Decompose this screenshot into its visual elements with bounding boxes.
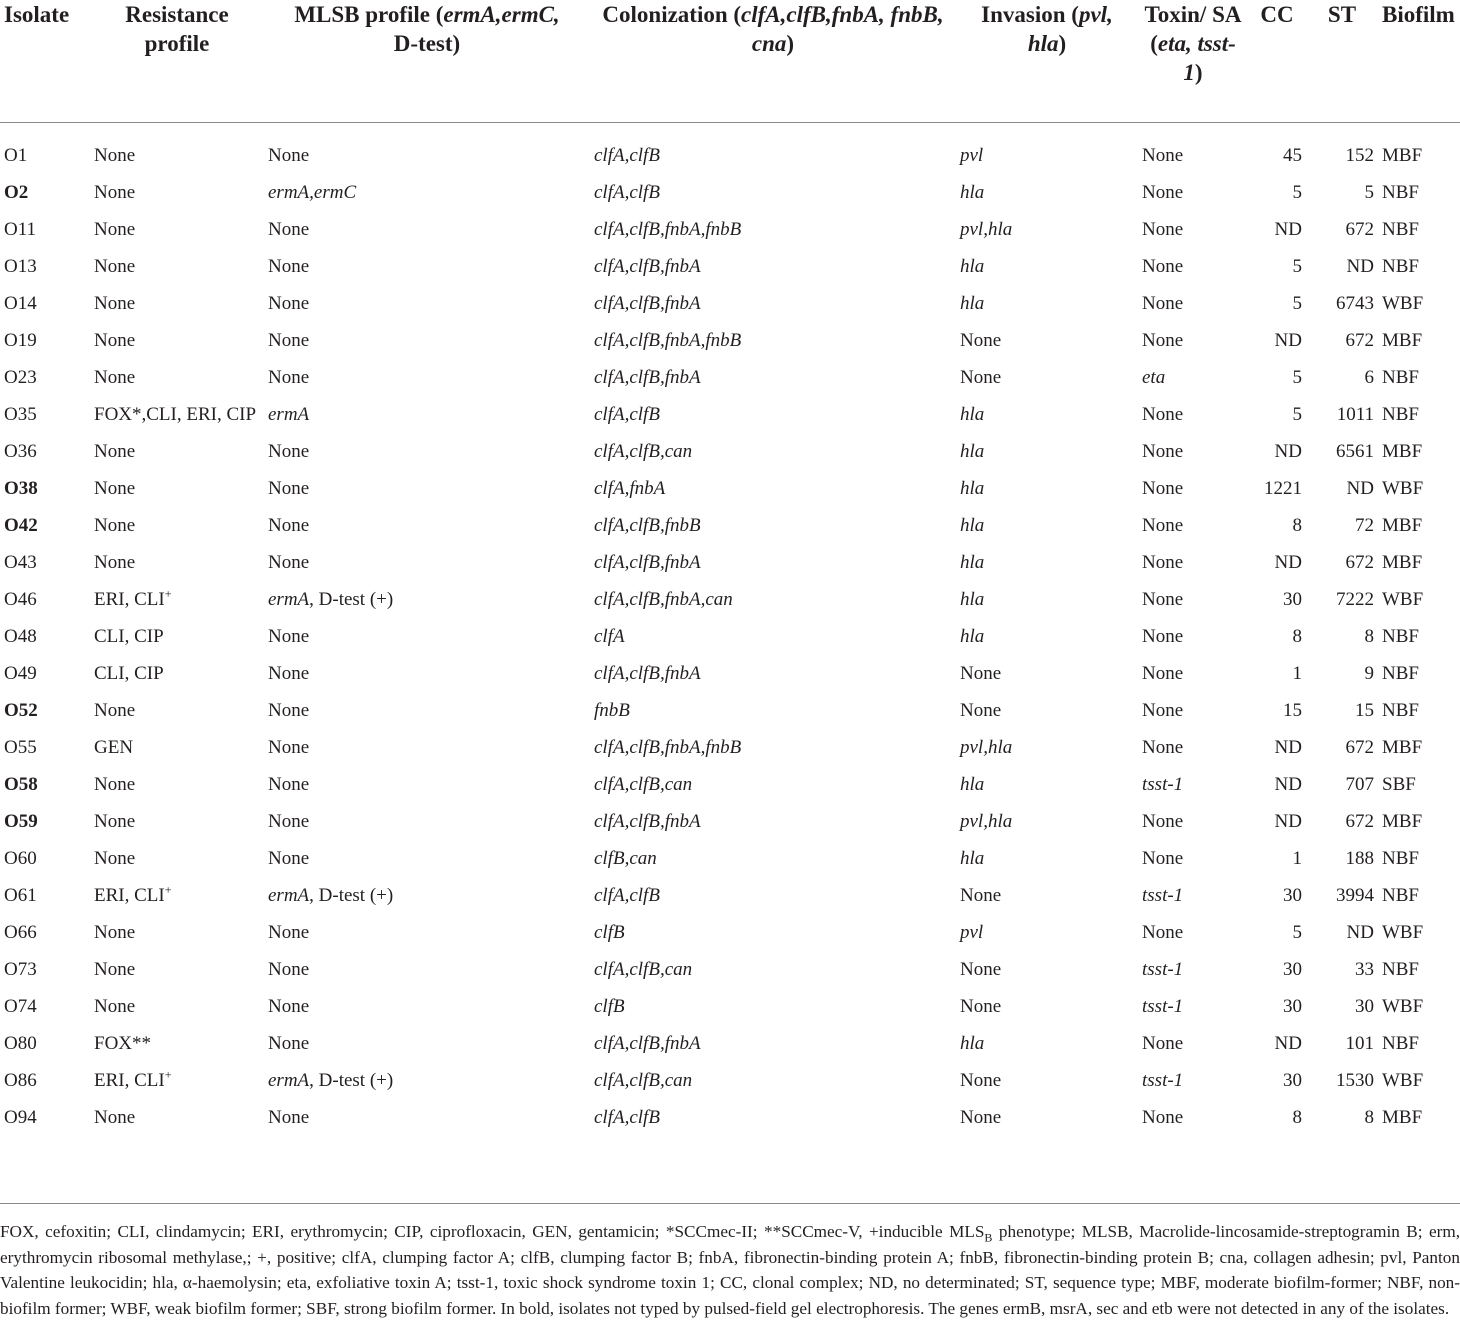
cell-biofilm: NBF (1382, 1033, 1419, 1054)
cell-invasion: None (960, 367, 1002, 388)
cell-toxin: tsst-1 (1142, 1070, 1184, 1091)
cell-colonization: clfA,clfB,fnbA,fnbB (594, 330, 742, 351)
cell-resistance: None (94, 774, 136, 795)
cell-cc: ND (1274, 441, 1302, 462)
cell-mlsb: None (268, 552, 310, 573)
cell-biofilm: MBF (1382, 552, 1423, 573)
cell-isolate: O36 (4, 441, 37, 462)
cell-toxin: None (1142, 848, 1184, 869)
cell-mlsb: None (268, 996, 310, 1017)
cell-biofilm: WBF (1382, 1070, 1424, 1091)
cell-mlsb: None (268, 515, 310, 536)
cell-isolate: O61 (4, 885, 37, 906)
cell-st: ND (1346, 922, 1374, 943)
cell-resistance: None (94, 959, 136, 980)
cell-invasion: pvl,hla (960, 811, 1013, 832)
cell-st: 9 (1364, 663, 1374, 684)
cell-st: 707 (1345, 774, 1374, 795)
header-isolate: Isolate (0, 0, 90, 123)
cell-cc: 1 (1292, 848, 1302, 869)
cell-biofilm: NBF (1382, 626, 1419, 647)
cell-isolate: O66 (4, 922, 37, 943)
cell-mlsb: ermA (268, 404, 310, 425)
cell-isolate: O46 (4, 589, 37, 610)
header-mlsb-profile: MLSB profile (ermA,ermC, D-test) (264, 0, 590, 123)
cell-colonization: clfA (594, 626, 625, 647)
cell-invasion: hla (960, 589, 985, 610)
cell-toxin: None (1142, 737, 1184, 758)
cell-colonization: fnbB (594, 700, 630, 721)
cell-invasion: hla (960, 478, 985, 499)
cell-resistance: ERI, CLI+ (94, 586, 172, 610)
cell-mlsb: None (268, 330, 310, 351)
cell-invasion: hla (960, 404, 985, 425)
cell-resistance: None (94, 441, 136, 462)
cell-colonization: clfA,clfB,can (594, 774, 693, 795)
cell-colonization: clfA,clfB,can (594, 441, 693, 462)
cell-st: 30 (1355, 996, 1374, 1017)
cell-toxin: None (1142, 293, 1184, 314)
cell-cc: 5 (1292, 256, 1302, 277)
cell-resistance: None (94, 367, 136, 388)
cell-resistance: None (94, 330, 136, 351)
cell-biofilm: NBF (1382, 959, 1419, 980)
cell-isolate: O35 (4, 404, 37, 425)
cell-resistance: CLI, CIP (94, 663, 164, 684)
cell-mlsb: None (268, 922, 310, 943)
cell-isolate: O42 (4, 515, 38, 536)
cell-isolate: O2 (4, 182, 29, 203)
cell-colonization: clfA,fnbA (594, 478, 666, 499)
cell-biofilm: NBF (1382, 219, 1419, 240)
cell-mlsb: None (268, 145, 310, 166)
cell-toxin: None (1142, 811, 1184, 832)
table-row (0, 211, 1460, 248)
table-row (0, 988, 1460, 1025)
cell-colonization: clfA,clfB,fnbA (594, 552, 701, 573)
cell-resistance: None (94, 293, 136, 314)
cell-resistance: None (94, 1107, 136, 1128)
table-footnote: FOX, cefoxitin; CLI, clindamycin; ERI, erythromycin; CIP, ciprofloxacin, GEN, gentamicin; *SCCmec-II; **SCCmec-V, +inducible $MLS_B$ phenotype; MLSB, Macrolide-lincosamide-streptogramin B; erm, erythromycin ribosomal methylase,; +, positive; clfA, clumping factor A; clfB, clumping factor B; fnbA, fibronectin-binding protein A; fnbB, fibronectin-binding protein B; cna, collagen adhesin; pvl, Panton Valentine leukocidin; hla, α-haemolysin; eta, exfoliative toxin A; tsst-1, toxic shock syndrome toxin 1; CC, clonal complex; ND, no determinated; ST, sequence type; MBF, moderate biofilm-former; NBF, non-biofilm former; WBF, weak biofilm former; SBF, strong biofilm former. In bold, isolates not typed by pulsed-field gel electrophoresis. The genes ermB, msrA, sec and etb were not detected in any of the isolates. (0, 1203, 1460, 1321)
cell-invasion: hla (960, 1033, 985, 1054)
cell-colonization: clfA,clfB,fnbA (594, 293, 701, 314)
cell-mlsb: ermA, D-test (+) (268, 589, 394, 610)
cell-colonization: clfA,clfB,can (594, 959, 693, 980)
cell-colonization: clfA,clfB,fnbA (594, 1033, 701, 1054)
cell-colonization: clfA,clfB,fnbA (594, 367, 701, 388)
cell-invasion: pvl,hla (960, 737, 1013, 758)
table-row (0, 618, 1460, 655)
cell-mlsb: None (268, 367, 310, 388)
cell-invasion: hla (960, 626, 985, 647)
cell-st: 672 (1345, 330, 1374, 351)
cell-resistance: None (94, 219, 136, 240)
cell-biofilm: NBF (1382, 367, 1419, 388)
header-st: ST (1306, 0, 1378, 123)
cell-invasion: hla (960, 441, 985, 462)
cell-isolate: O49 (4, 663, 37, 684)
cell-isolate: O86 (4, 1070, 37, 1091)
cell-st: 72 (1355, 515, 1374, 536)
cell-mlsb: None (268, 848, 310, 869)
table-row (0, 123, 1460, 175)
cell-biofilm: MBF (1382, 330, 1423, 351)
cell-invasion: None (960, 1070, 1002, 1091)
table-row (0, 766, 1460, 803)
cell-toxin: None (1142, 478, 1184, 499)
cell-mlsb: None (268, 700, 310, 721)
cell-resistance: None (94, 848, 136, 869)
cell-biofilm: NBF (1382, 700, 1419, 721)
table-row (0, 729, 1460, 766)
cell-biofilm: MBF (1382, 1107, 1423, 1128)
table-row (0, 692, 1460, 729)
cell-biofilm: NBF (1382, 663, 1419, 684)
cell-mlsb: None (268, 1107, 310, 1128)
cell-cc: 30 (1283, 996, 1302, 1017)
cell-mlsb: None (268, 626, 310, 647)
cell-mlsb: None (268, 478, 310, 499)
table-row (0, 951, 1460, 988)
cell-invasion: hla (960, 848, 985, 869)
cell-resistance: None (94, 478, 136, 499)
table-row (0, 914, 1460, 951)
cell-cc: ND (1274, 737, 1302, 758)
cell-toxin: tsst-1 (1142, 774, 1184, 795)
table-row (0, 840, 1460, 877)
header-toxin-sa: Toxin/ SA (eta, tsst-1) (1138, 0, 1248, 123)
table-row (0, 359, 1460, 396)
cell-invasion: None (960, 959, 1002, 980)
cell-mlsb: None (268, 663, 310, 684)
cell-st: 5 (1364, 182, 1374, 203)
cell-biofilm: MBF (1382, 441, 1423, 462)
cell-cc: 30 (1283, 959, 1302, 980)
cell-cc: 5 (1292, 182, 1302, 203)
cell-colonization: clfA,clfB (594, 145, 660, 166)
cell-invasion: pvl (960, 145, 984, 166)
table-body (0, 123, 1460, 1143)
cell-colonization: clfA,clfB,fnbA,fnbB (594, 219, 742, 240)
cell-colonization: clfA,clfB,fnbA,fnbB (594, 737, 742, 758)
cell-st: 3994 (1336, 885, 1374, 906)
cell-isolate: O19 (4, 330, 37, 351)
cell-isolate: O48 (4, 626, 37, 647)
cell-invasion: hla (960, 256, 985, 277)
cell-isolate: O23 (4, 367, 37, 388)
cell-resistance: None (94, 996, 136, 1017)
cell-toxin: tsst-1 (1142, 996, 1184, 1017)
header-invasion: Invasion (pvl, hla) (956, 0, 1138, 123)
cell-cc: 5 (1292, 293, 1302, 314)
table-row (0, 248, 1460, 285)
cell-cc: ND (1274, 774, 1302, 795)
cell-colonization: clfA,clfB,can (594, 1070, 693, 1091)
cell-mlsb: ermA,ermC (268, 182, 357, 203)
cell-toxin: None (1142, 330, 1184, 351)
cell-invasion: hla (960, 774, 985, 795)
cell-colonization: clfA,clfB (594, 1107, 660, 1128)
table-row (0, 544, 1460, 581)
cell-isolate: O80 (4, 1033, 37, 1054)
cell-colonization: clfA,clfB,fnbA,can (594, 589, 733, 610)
cell-st: 1530 (1336, 1070, 1374, 1091)
cell-isolate: O52 (4, 700, 38, 721)
cell-invasion: None (960, 996, 1002, 1017)
cell-cc: 8 (1292, 515, 1302, 536)
cell-cc: ND (1274, 811, 1302, 832)
cell-cc: 30 (1283, 885, 1302, 906)
header-cc: CC (1248, 0, 1306, 123)
cell-resistance: FOX*,CLI, ERI, CIP (94, 404, 257, 425)
table-row (0, 470, 1460, 507)
cell-st: 6 (1364, 367, 1374, 388)
cell-toxin: None (1142, 1033, 1184, 1054)
cell-toxin: None (1142, 441, 1184, 462)
cell-mlsb: None (268, 441, 310, 462)
cell-mlsb: ermA, D-test (+) (268, 885, 394, 906)
cell-resistance: None (94, 182, 136, 203)
cell-colonization: clfB,can (594, 848, 657, 869)
cell-st: 101 (1345, 1033, 1374, 1054)
cell-invasion: None (960, 330, 1002, 351)
cell-invasion: None (960, 885, 1002, 906)
cell-cc: 1 (1292, 663, 1302, 684)
cell-invasion: pvl (960, 922, 984, 943)
cell-resistance: None (94, 552, 136, 573)
cell-invasion: pvl,hla (960, 219, 1013, 240)
table-row (0, 877, 1460, 914)
cell-toxin: None (1142, 552, 1184, 573)
cell-toxin: None (1142, 182, 1184, 203)
cell-cc: ND (1274, 1033, 1302, 1054)
cell-mlsb: None (268, 219, 310, 240)
cell-biofilm: NBF (1382, 848, 1419, 869)
cell-colonization: clfB (594, 922, 625, 943)
cell-isolate: O55 (4, 737, 37, 758)
cell-mlsb: None (268, 811, 310, 832)
cell-toxin: tsst-1 (1142, 885, 1184, 906)
cell-resistance: None (94, 922, 136, 943)
cell-invasion: hla (960, 515, 985, 536)
cell-resistance: None (94, 145, 136, 166)
cell-st: 8 (1364, 1107, 1374, 1128)
cell-biofilm: WBF (1382, 478, 1424, 499)
cell-mlsb: None (268, 774, 310, 795)
cell-toxin: None (1142, 404, 1184, 425)
cell-isolate: O14 (4, 293, 37, 314)
cell-cc: 45 (1283, 145, 1302, 166)
cell-mlsb: None (268, 256, 310, 277)
cell-toxin: None (1142, 589, 1184, 610)
cell-isolate: O60 (4, 848, 37, 869)
table-row (0, 1062, 1460, 1099)
table-row (0, 581, 1460, 618)
cell-mlsb: None (268, 737, 310, 758)
table-row (0, 1099, 1460, 1142)
cell-invasion: None (960, 700, 1002, 721)
cell-biofilm: WBF (1382, 293, 1424, 314)
cell-mlsb: ermA, D-test (+) (268, 1070, 394, 1091)
cell-isolate: O94 (4, 1107, 37, 1128)
cell-biofilm: WBF (1382, 589, 1424, 610)
cell-invasion: hla (960, 552, 985, 573)
cell-toxin: None (1142, 219, 1184, 240)
cell-isolate: O58 (4, 774, 38, 795)
cell-cc: ND (1274, 219, 1302, 240)
cell-st: 6561 (1336, 441, 1374, 462)
cell-toxin: None (1142, 515, 1184, 536)
cell-invasion: None (960, 663, 1002, 684)
cell-st: 15 (1355, 700, 1374, 721)
cell-resistance: CLI, CIP (94, 626, 164, 647)
cell-colonization: clfA,clfB (594, 404, 660, 425)
cell-cc: 8 (1292, 1107, 1302, 1128)
cell-toxin: None (1142, 626, 1184, 647)
cell-cc: 8 (1292, 626, 1302, 647)
cell-biofilm: WBF (1382, 922, 1424, 943)
cell-biofilm: NBF (1382, 404, 1419, 425)
cell-biofilm: MBF (1382, 737, 1423, 758)
cell-resistance: None (94, 515, 136, 536)
cell-colonization: clfA,clfB (594, 885, 660, 906)
cell-isolate: O13 (4, 256, 37, 277)
header-biofilm: Biofilm (1378, 0, 1460, 123)
table-row (0, 322, 1460, 359)
cell-toxin: None (1142, 1107, 1184, 1128)
cell-toxin: None (1142, 700, 1184, 721)
cell-mlsb: None (268, 959, 310, 980)
cell-st: ND (1346, 478, 1374, 499)
cell-toxin: None (1142, 922, 1184, 943)
cell-resistance: GEN (94, 737, 134, 758)
cell-biofilm: SBF (1382, 774, 1416, 795)
cell-biofilm: WBF (1382, 996, 1424, 1017)
cell-cc: 30 (1283, 1070, 1302, 1091)
cell-biofilm: NBF (1382, 256, 1419, 277)
table-row (0, 655, 1460, 692)
cell-invasion: hla (960, 182, 985, 203)
cell-cc: 1221 (1264, 478, 1302, 499)
cell-toxin: None (1142, 145, 1184, 166)
table-header-row (0, 0, 1460, 123)
cell-st: ND (1346, 256, 1374, 277)
cell-toxin: tsst-1 (1142, 959, 1184, 980)
cell-isolate: O43 (4, 552, 37, 573)
cell-resistance: ERI, CLI+ (94, 882, 172, 906)
cell-cc: 5 (1292, 922, 1302, 943)
cell-resistance: None (94, 700, 136, 721)
cell-mlsb: None (268, 293, 310, 314)
cell-colonization: clfA,clfB,fnbA (594, 811, 701, 832)
cell-biofilm: MBF (1382, 515, 1423, 536)
cell-st: 672 (1345, 737, 1374, 758)
table-row (0, 285, 1460, 322)
cell-colonization: clfA,clfB (594, 182, 660, 203)
table-row (0, 433, 1460, 470)
cell-isolate: O59 (4, 811, 38, 832)
cell-colonization: clfA,clfB,fnbA (594, 663, 701, 684)
cell-st: 1011 (1336, 404, 1374, 425)
cell-colonization: clfA,clfB,fnbB (594, 515, 701, 536)
cell-toxin: eta (1142, 367, 1166, 388)
cell-isolate: O74 (4, 996, 37, 1017)
cell-cc: 5 (1292, 404, 1302, 425)
cell-st: 672 (1345, 552, 1374, 573)
cell-isolate: O38 (4, 478, 38, 499)
table-row (0, 396, 1460, 433)
cell-st: 8 (1364, 626, 1374, 647)
cell-st: 152 (1345, 145, 1374, 166)
cell-resistance: ERI, CLI+ (94, 1067, 172, 1091)
cell-cc: 15 (1283, 700, 1302, 721)
cell-biofilm: NBF (1382, 182, 1419, 203)
table-row (0, 803, 1460, 840)
cell-cc: ND (1274, 330, 1302, 351)
cell-cc: 30 (1283, 589, 1302, 610)
cell-cc: ND (1274, 552, 1302, 573)
cell-invasion: None (960, 1107, 1002, 1128)
cell-toxin: None (1142, 663, 1184, 684)
cell-isolate: O73 (4, 959, 37, 980)
table-row (0, 174, 1460, 211)
cell-toxin: None (1142, 256, 1184, 277)
cell-st: 188 (1345, 848, 1374, 869)
cell-mlsb: None (268, 1033, 310, 1054)
cell-st: 672 (1345, 811, 1374, 832)
header-colonization: Colonization (clfA,clfB,fnbA, fnbB, cna) (590, 0, 956, 123)
cell-invasion: hla (960, 293, 985, 314)
cell-colonization: clfB (594, 996, 625, 1017)
cell-biofilm: MBF (1382, 145, 1423, 166)
cell-resistance: FOX** (94, 1033, 152, 1054)
table-row (0, 507, 1460, 544)
cell-biofilm: MBF (1382, 811, 1423, 832)
cell-biofilm: NBF (1382, 885, 1419, 906)
table-row (0, 1025, 1460, 1062)
cell-resistance: None (94, 256, 136, 277)
cell-st: 7222 (1336, 589, 1374, 610)
cell-isolate: O11 (4, 219, 37, 240)
cell-resistance: None (94, 811, 136, 832)
header-resistance-profile: Resistance profile (90, 0, 264, 123)
cell-st: 6743 (1336, 293, 1374, 314)
cell-isolate: O1 (4, 145, 28, 166)
cell-colonization: clfA,clfB,fnbA (594, 256, 701, 277)
cell-st: 33 (1355, 959, 1374, 980)
cell-cc: 5 (1292, 367, 1302, 388)
cell-st: 672 (1345, 219, 1374, 240)
